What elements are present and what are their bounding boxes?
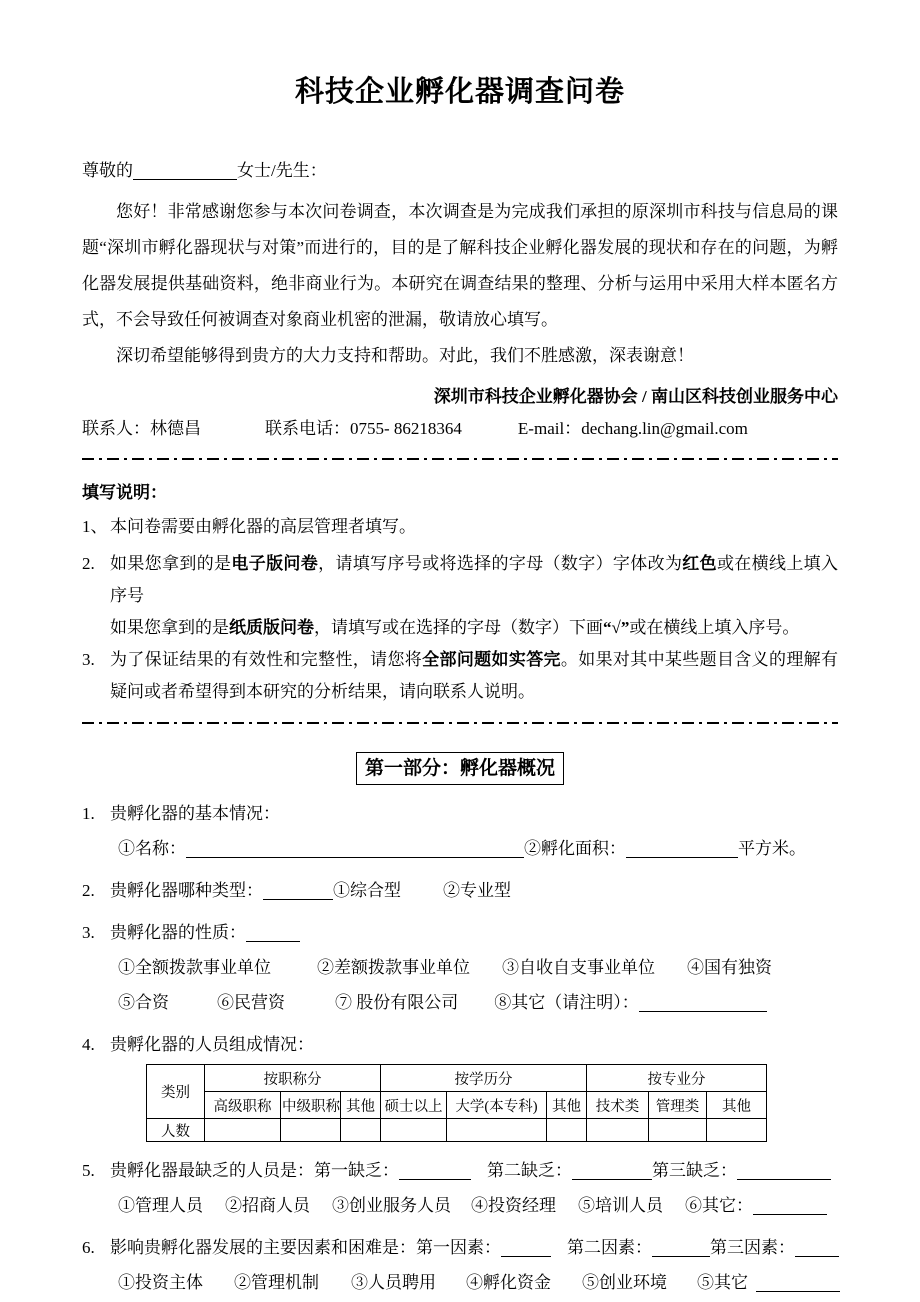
- question-6-options: [118, 1270, 838, 1296]
- personnel-count-cell[interactable]: [587, 1119, 649, 1142]
- incubation-area-blank[interactable]: [626, 838, 738, 858]
- first-factor-blank[interactable]: [501, 1237, 551, 1257]
- question-6-body: [110, 1235, 839, 1261]
- instruction-3-text: [110, 644, 838, 708]
- bold-segment-paper: 纸质版问卷: [229, 618, 314, 637]
- option-stock-company: ⑦ 股份有限公司: [335, 993, 459, 1012]
- table-col-technical: 技术类: [587, 1092, 649, 1119]
- contact-person: 联系人：林德昌: [82, 419, 201, 438]
- question-3-options-row-2: [118, 990, 838, 1016]
- dash-dot-divider-top: [82, 458, 838, 460]
- option-recruitment-staff: ②招商人员: [225, 1196, 310, 1215]
- question-2-number: 2.: [82, 881, 95, 900]
- salutation-prefix: 尊敬的: [82, 161, 133, 180]
- question-6-other: [697, 1270, 840, 1296]
- instruction-2-line1: [110, 554, 838, 605]
- option-staff-hiring: ③人员聘用: [351, 1273, 436, 1292]
- question-5: [82, 1158, 838, 1184]
- question-6-number: 6.: [82, 1238, 95, 1257]
- question-6-text: 影响贵孵化器发展的主要因素和困难是：: [110, 1238, 416, 1257]
- question-5-number: 5.: [82, 1161, 95, 1180]
- text-segment: 或在横线上填入序号。: [629, 618, 800, 637]
- first-lack-label: 第一缺乏：: [314, 1161, 399, 1180]
- question-3-number: 3.: [82, 923, 95, 942]
- option-state-owned: ④国有独资: [687, 958, 772, 977]
- table-col-senior-title: 高级职称: [205, 1092, 281, 1119]
- document-title: 科技企业孵化器调查问卷: [294, 76, 625, 108]
- personnel-table: [146, 1064, 767, 1142]
- question-2-option-1: ①综合型: [333, 881, 401, 900]
- instruction-2-number: 2.: [82, 554, 95, 573]
- incubator-name-blank[interactable]: [186, 838, 524, 858]
- bold-segment-checkmark: “√”: [603, 618, 630, 637]
- incubator-type-blank[interactable]: [263, 880, 333, 900]
- option-other-label: ⑥其它：: [685, 1196, 753, 1215]
- text-segment: ，请填写或在选择的字母（数字）下画: [314, 618, 603, 637]
- question-3: [82, 920, 838, 946]
- incubator-nature-blank[interactable]: [246, 922, 300, 942]
- intro-paragraph-2: 深切希望能够得到贵方的大力支持和帮助。对此，我们不胜感激，深表谢意！: [116, 346, 694, 365]
- option-investment-manager: ④投资经理: [471, 1196, 556, 1215]
- second-lack-label: 第二缺乏：: [487, 1161, 572, 1180]
- section-header-wrap: [82, 752, 838, 785]
- option-management-staff: ①管理人员: [118, 1196, 203, 1215]
- third-factor-label: 第三因素：: [710, 1238, 795, 1257]
- question-2: [82, 878, 838, 904]
- question-4: [82, 1032, 838, 1058]
- question-3-options-row-1: [118, 955, 838, 981]
- question-1: [82, 801, 838, 827]
- section-title: 第一部分：孵化器概况: [356, 752, 564, 785]
- contact-line: [82, 416, 838, 442]
- table-col-other-specialty: 其他: [707, 1092, 767, 1119]
- contact-phone-label: 联系电话：: [265, 419, 350, 438]
- contact-email: [518, 419, 748, 438]
- salutation-line: [82, 158, 838, 184]
- option-full-funding: ①全额拨款事业单位: [118, 958, 271, 977]
- personnel-count-cell[interactable]: [381, 1119, 447, 1142]
- option-management-mechanism: ②管理机制: [234, 1273, 319, 1292]
- table-group-education: 按学历分: [381, 1065, 587, 1092]
- option-other-label: ⑧其它（请注明）：: [494, 993, 639, 1012]
- text-segment: ，请填写序号或将选择的字母（数字）字体改为: [318, 554, 683, 573]
- question-1-text: 贵孵化器的基本情况：: [110, 804, 280, 823]
- instructions-heading: 填写说明：: [82, 483, 167, 502]
- first-lack-blank[interactable]: [399, 1160, 471, 1180]
- third-lack-blank[interactable]: [737, 1160, 831, 1180]
- salutation-name-blank[interactable]: [133, 160, 237, 180]
- instruction-1-number: 1、: [82, 517, 108, 536]
- table-corner-cell: 类别: [147, 1065, 205, 1119]
- second-lack-blank[interactable]: [572, 1160, 652, 1180]
- lack-other-blank[interactable]: [753, 1195, 827, 1215]
- question-5-options: [118, 1193, 838, 1219]
- third-lack-label: 第三缺乏：: [652, 1161, 737, 1180]
- question-5-body: [110, 1158, 831, 1184]
- option-startup-environment: ⑤创业环境: [582, 1273, 667, 1292]
- text-segment: 如果您拿到的是: [110, 618, 229, 637]
- table-col-master-above: 硕士以上: [381, 1092, 447, 1119]
- question-4-text: 贵孵化器的人员组成情况：: [110, 1035, 314, 1054]
- table-row-label: 人数: [147, 1119, 205, 1142]
- personnel-count-cell[interactable]: [649, 1119, 707, 1142]
- question-2-text: 贵孵化器哪种类型：: [110, 881, 263, 900]
- dash-dot-divider-bottom: [82, 722, 838, 724]
- option-partial-funding: ②差额拨款事业单位: [317, 958, 470, 977]
- option-other-label: ⑤其它: [697, 1273, 748, 1292]
- contact-phone: [265, 419, 462, 438]
- option-joint-venture: ⑤合资: [118, 993, 169, 1012]
- incubation-area-label: ②孵化面积：: [524, 839, 626, 858]
- bold-segment-electronic: 电子版问卷: [231, 554, 319, 573]
- question-3-other: [494, 990, 767, 1016]
- instruction-3-number: 3.: [82, 650, 95, 669]
- table-col-other-education: 其他: [547, 1092, 587, 1119]
- contact-email-label: E-mail：: [517, 419, 582, 438]
- table-col-management: 管理类: [649, 1092, 707, 1119]
- personnel-count-cell[interactable]: [547, 1119, 587, 1142]
- question-2-body: [110, 878, 511, 904]
- nature-other-blank[interactable]: [639, 992, 767, 1012]
- personnel-count-cell[interactable]: [205, 1119, 281, 1142]
- question-4-number: 4.: [82, 1035, 95, 1054]
- third-factor-blank[interactable]: [795, 1237, 839, 1257]
- personnel-count-cell[interactable]: [447, 1119, 547, 1142]
- question-6: [82, 1235, 838, 1261]
- question-2-option-2: ②专业型: [443, 881, 511, 900]
- instruction-2-text: [110, 548, 838, 644]
- option-investment-subject: ①投资主体: [118, 1273, 203, 1292]
- question-1-fields: [118, 836, 838, 862]
- second-factor-blank[interactable]: [652, 1237, 710, 1257]
- instruction-item-1: [82, 514, 838, 540]
- incubation-area-unit: 平方米。: [738, 839, 806, 858]
- table-col-university: 大学(本专科): [447, 1092, 547, 1119]
- bold-segment-answer-all: 全部问题如实答完: [422, 650, 561, 669]
- first-factor-label: 第一因素：: [416, 1238, 501, 1257]
- factor-other-blank[interactable]: [756, 1272, 840, 1292]
- instruction-item-3: [82, 644, 838, 708]
- contact-phone-number: 0755- 86218364: [350, 419, 462, 438]
- question-5-text: 贵孵化器最缺乏的人员是：: [110, 1161, 314, 1180]
- text-segment: 如果您拿到的是: [110, 554, 232, 573]
- text-segment: 为了保证结果的有效性和完整性，请您将: [110, 650, 423, 669]
- option-self-funded: ③自收自支事业单位: [502, 958, 655, 977]
- personnel-count-cell[interactable]: [281, 1119, 341, 1142]
- incubator-name-label: ①名称：: [118, 839, 186, 858]
- question-5-other: [685, 1193, 827, 1219]
- salutation-suffix: 女士/先生：: [237, 161, 327, 180]
- question-3-text: 贵孵化器的性质：: [110, 923, 246, 942]
- instruction-1-text: 本问卷需要由孵化器的高层管理者填写。: [110, 517, 416, 536]
- intro-paragraph-1: 您好！非常感谢您参与本次问卷调查，本次调查是为完成我们承担的原深圳市科技与信息局的课题“深圳市孵化器现状与对策”而进行的，目的是了解科技企业孵化器发展的现状和存在的问题，为孵化器发展提供基础资料，绝非商业行为。本研究在调查结果的整理、分析与运用中采用大样本匿名方式，不会导致任何被调查对象商业机密的泄漏，敬请放心填写。: [82, 202, 838, 329]
- text-segment: 。如果对其中某些题目含义的理解有疑问或者希望得到本研究的分析结果，请向联系人说明。: [110, 650, 839, 701]
- table-group-specialty: 按专业分: [587, 1065, 767, 1092]
- question-1-number: 1.: [82, 804, 95, 823]
- option-private: ⑥民营资: [217, 993, 285, 1012]
- bold-segment-red: 红色: [682, 554, 717, 573]
- text-segment: 或在横线上填入序号: [110, 554, 839, 605]
- table-col-middle-title: 中级职称: [281, 1092, 341, 1119]
- instruction-item-2: [82, 548, 838, 644]
- contact-email-address: dechang.lin@gmail.com: [581, 419, 748, 438]
- table-group-title: 按职称分: [205, 1065, 381, 1092]
- option-incubation-funds: ④孵化资金: [466, 1273, 551, 1292]
- question-3-body: [110, 920, 300, 946]
- option-startup-service-staff: ③创业服务人员: [332, 1196, 451, 1215]
- option-training-staff: ⑤培训人员: [578, 1196, 663, 1215]
- personnel-count-cell[interactable]: [707, 1119, 767, 1142]
- instruction-2-line2: [110, 618, 799, 637]
- signature-organization: 深圳市科技企业孵化器协会 / 南山区科技创业服务中心: [433, 387, 838, 406]
- personnel-count-cell[interactable]: [341, 1119, 381, 1142]
- second-factor-label: 第二因素：: [567, 1238, 652, 1257]
- table-col-other-title: 其他: [341, 1092, 381, 1119]
